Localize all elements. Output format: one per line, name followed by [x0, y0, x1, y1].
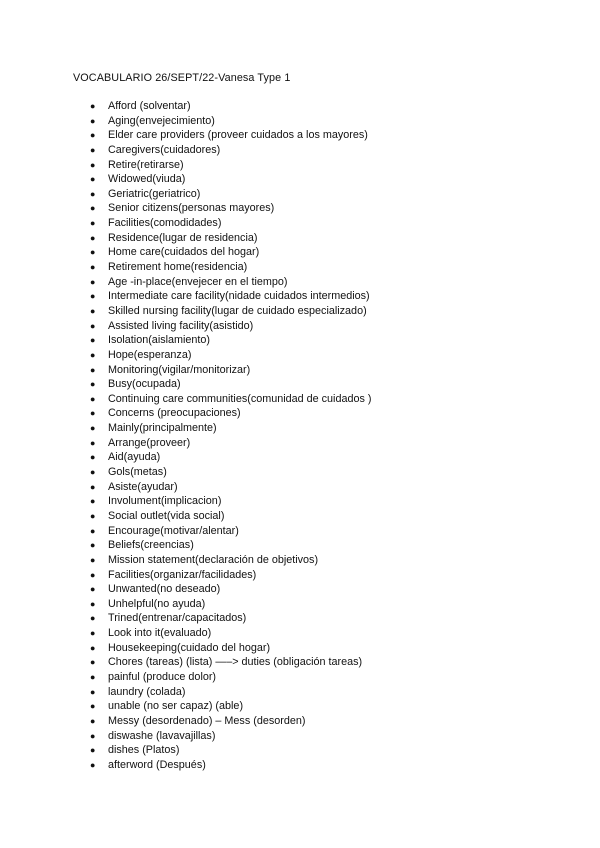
vocabulary-term: Monitoring(vigilar/monitorizar) — [108, 363, 251, 376]
bullet-icon: ● — [90, 525, 96, 536]
bullet-icon: ● — [90, 467, 96, 478]
vocabulary-term: Housekeeping(cuidado del hogar) — [108, 641, 271, 654]
vocabulary-term: dishes (Platos) — [108, 744, 180, 757]
bullet-icon: ● — [90, 584, 96, 595]
vocabulary-term: Concerns (preocupaciones) — [108, 407, 241, 420]
bullet-icon: ● — [90, 598, 96, 609]
bullet-icon: ● — [90, 130, 96, 141]
bullet-icon: ● — [90, 379, 96, 390]
vocabulary-term: Unwanted(no deseado) — [108, 583, 221, 596]
bullet-icon: ● — [90, 115, 96, 126]
bullet-icon: ● — [90, 554, 96, 565]
bullet-icon: ● — [90, 364, 96, 375]
vocabulary-term: Senior citizens(personas mayores) — [108, 202, 275, 215]
bullet-icon: ● — [90, 159, 96, 170]
bullet-icon: ● — [90, 276, 96, 287]
vocabulary-term: Facilities(comodidades) — [108, 217, 222, 230]
vocabulary-term: laundry (colada) — [108, 685, 186, 698]
bullet-icon: ● — [90, 481, 96, 492]
bullet-icon: ● — [90, 247, 96, 258]
vocabulary-term: Retire(retirarse) — [108, 158, 184, 171]
bullet-icon: ● — [90, 101, 96, 111]
vocabulary-term: Facilities(organizar/facilidades) — [108, 568, 257, 581]
vocabulary-term: Assisted living facility(asistido) — [108, 319, 254, 332]
bullet-icon: ● — [90, 745, 96, 756]
bullet-icon: ● — [90, 642, 96, 653]
bullet-icon: ● — [90, 452, 96, 463]
vocabulary-term: Messy (desordenado) – Mess (desorden) — [108, 714, 306, 727]
bullet-icon: ● — [90, 657, 96, 668]
bullet-icon: ● — [90, 320, 96, 331]
bullet-icon: ● — [90, 540, 96, 551]
vocabulary-term: Involument(implicacion) — [108, 495, 222, 508]
document-title: VOCABULARIO 26/SEPT/22-Vanesa Type 1 — [73, 72, 291, 84]
bullet-icon: ● — [90, 393, 96, 404]
vocabulary-term: Isolation(aislamiento) — [108, 334, 211, 347]
vocabulary-term: Unhelpful(no ayuda) — [108, 597, 206, 610]
vocabulary-term: Aging(envejecimiento) — [108, 114, 215, 127]
bullet-icon: ● — [90, 408, 96, 419]
bullet-icon: ● — [90, 701, 96, 712]
bullet-icon: ● — [90, 686, 96, 697]
bullet-icon: ● — [90, 218, 96, 229]
bullet-icon: ● — [90, 730, 96, 741]
vocabulary-term: Social outlet(vida social) — [108, 509, 225, 522]
bullet-icon: ● — [90, 613, 96, 624]
bullet-icon: ● — [90, 291, 96, 302]
bullet-icon: ● — [90, 628, 96, 639]
vocabulary-term: Look into it(evaluado) — [108, 627, 212, 640]
bullet-icon: ● — [90, 144, 96, 155]
bullet-icon: ● — [90, 335, 96, 346]
bullet-icon: ● — [90, 423, 96, 434]
vocabulary-term: Widowed(viuda) — [108, 173, 186, 186]
vocabulary-term: Retirement home(residencia) — [108, 261, 248, 274]
vocabulary-term: unable (no ser capaz) (able) — [108, 700, 244, 713]
vocabulary-term: Busy(ocupada) — [108, 378, 181, 391]
vocabulary-term: Home care(cuidados del hogar) — [108, 246, 260, 259]
bullet-icon: ● — [90, 188, 96, 199]
bullet-icon: ● — [90, 203, 96, 214]
bullet-icon: ● — [90, 262, 96, 273]
vocabulary-term: Encourage(motivar/alentar) — [108, 524, 239, 537]
bullet-icon: ● — [90, 569, 96, 580]
bullet-icon: ● — [90, 715, 96, 726]
bullet-icon: ● — [90, 174, 96, 185]
vocabulary-term: Trined(entrenar/capacitados) — [108, 612, 247, 625]
vocabulary-term: Intermediate care facility(nidade cuidados intermedios) — [108, 290, 370, 303]
vocabulary-term: Mission statement(declaración de objetivos) — [108, 553, 319, 566]
vocabulary-term: Beliefs(creencias) — [108, 539, 194, 552]
bullet-icon: ● — [90, 349, 96, 360]
vocabulary-term: afterword (Después) — [108, 758, 206, 771]
vocabulary-term: Caregivers(cuidadores) — [108, 143, 221, 156]
vocabulary-term: Residence(lugar de residencia) — [108, 231, 258, 244]
bullet-icon: ● — [90, 305, 96, 316]
vocabulary-term: Skilled nursing facility(lugar de cuidado especializado) — [108, 304, 367, 317]
vocabulary-term: Geriatric(geriatrico) — [108, 187, 201, 200]
vocabulary-term: Continuing care communities(comunidad de cuidados ) — [108, 392, 372, 405]
bullet-icon: ● — [90, 671, 96, 682]
vocabulary-term: Aid(ayuda) — [108, 451, 161, 464]
vocabulary-term: Asiste(ayudar) — [108, 480, 178, 493]
vocabulary-term: Arrange(proveer) — [108, 436, 191, 449]
vocabulary-term: Afford (solventar) — [108, 100, 191, 112]
bullet-icon: ● — [90, 437, 96, 448]
vocabulary-term: Mainly(principalmente) — [108, 422, 217, 435]
vocabulary-term: painful (produce dolor) — [108, 670, 217, 683]
bullet-icon: ● — [90, 759, 96, 770]
vocabulary-term: Hope(esperanza) — [108, 348, 192, 361]
vocabulary-term: Chores (tareas) (lista) —–> duties (obligación tareas) — [108, 656, 363, 669]
bullet-icon: ● — [90, 232, 96, 243]
vocabulary-term: Gols(metas) — [108, 466, 167, 479]
vocabulary-term: diswashe (lavavajillas) — [108, 729, 216, 742]
bullet-icon: ● — [90, 510, 96, 521]
bullet-icon: ● — [90, 496, 96, 507]
vocabulary-term: Elder care providers (proveer cuidados a los mayores) — [108, 129, 368, 142]
vocabulary-term: Age -in-place(envejecer en el tiempo) — [108, 275, 288, 288]
